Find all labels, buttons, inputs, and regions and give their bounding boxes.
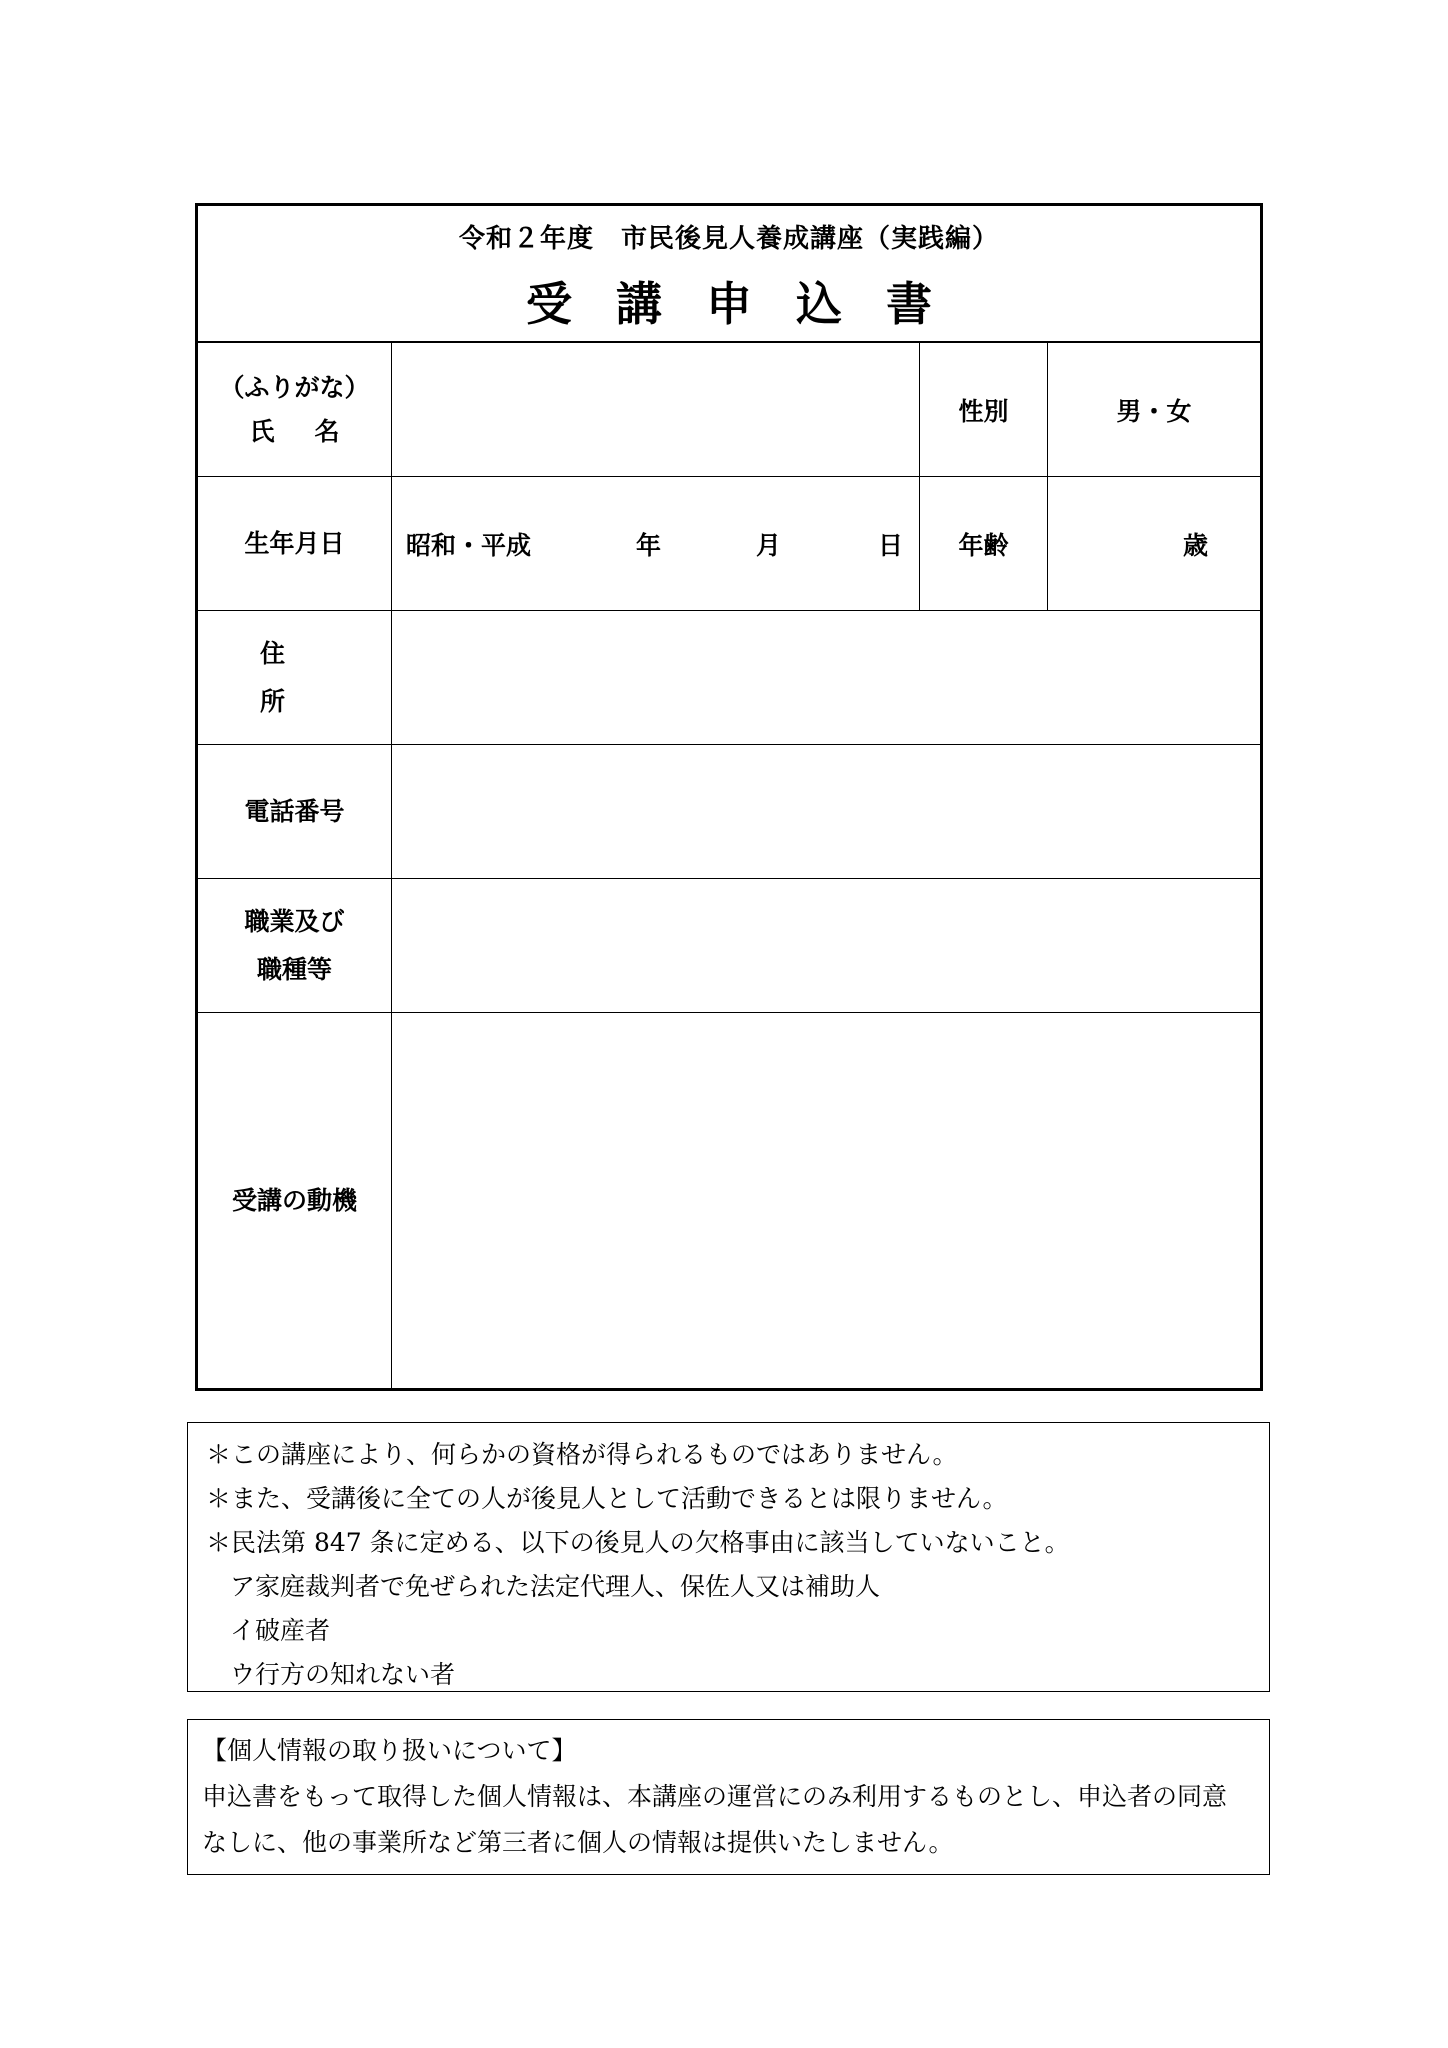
- form-title: 受講申込書: [526, 277, 976, 331]
- privacy-body: 申込書をもって取得した個人情報は、本講座の運営にのみ利用するものとし、申込者の同意なしに、他の事業所など第三者に個人の情報は提供いたしません。: [202, 1782, 1228, 1857]
- form-header: [198, 206, 1260, 343]
- phone-row: [198, 745, 1260, 879]
- name-label: 氏名: [249, 416, 380, 446]
- motivation-field[interactable]: [392, 1013, 1260, 1388]
- name-field[interactable]: [392, 343, 920, 476]
- privacy-heading: 【個人情報の取り扱いについて】: [202, 1736, 577, 1765]
- form-subtitle: 令和２年度 市民後見人養成講座（実践編）: [458, 224, 999, 254]
- gender-label: 性別: [958, 396, 1009, 426]
- day-unit: 日: [878, 530, 904, 560]
- age-unit: 歳: [1182, 530, 1208, 560]
- note-subitem: ウ行方の知れない者: [230, 1660, 456, 1689]
- year-unit: 年: [636, 530, 662, 560]
- motivation-label-cell: [198, 1013, 392, 1388]
- address-field[interactable]: [392, 611, 1260, 744]
- era-options: 昭和・平成: [406, 530, 532, 560]
- motivation-label: 受講の動機: [231, 1185, 357, 1215]
- name-row: [198, 343, 1260, 477]
- note-subitem: ア家庭裁判者で免ぜられた法定代理人、保佐人又は補助人: [230, 1572, 881, 1601]
- gender-label-cell: [920, 343, 1048, 476]
- name-label-cell: [198, 343, 392, 476]
- birthdate-row: [198, 477, 1260, 611]
- birthdate-label: 生年月日: [244, 528, 345, 558]
- occupation-label-line2: 職種等: [256, 954, 332, 984]
- gender-options: 男・女: [1116, 396, 1192, 426]
- occupation-field[interactable]: [392, 879, 1260, 1012]
- occupation-row: [198, 879, 1260, 1013]
- notes-box: [187, 1422, 1270, 1692]
- occupation-label-cell: [198, 879, 392, 1012]
- privacy-box: [187, 1719, 1270, 1875]
- phone-label: 電話番号: [244, 796, 345, 826]
- birthdate-field[interactable]: [392, 477, 920, 610]
- gender-field[interactable]: [1048, 343, 1260, 476]
- address-row: [198, 611, 1260, 745]
- address-label-cell: [198, 611, 392, 744]
- application-form: [195, 203, 1263, 1391]
- address-label: 住所: [260, 638, 348, 716]
- occupation-label-line1: 職業及び: [244, 906, 345, 936]
- furigana-label: （ふりがな）: [219, 372, 370, 402]
- motivation-row: [198, 1013, 1260, 1388]
- note-item: ＊この講座により、何らかの資格が得られるものではありません。: [206, 1440, 958, 1469]
- phone-field[interactable]: [392, 745, 1260, 878]
- phone-label-cell: [198, 745, 392, 878]
- age-label-cell: [920, 477, 1048, 610]
- note-subitem: イ破産者: [230, 1616, 331, 1645]
- note-item: ＊民法第 847 条に定める、以下の後見人の欠格事由に該当していないこと。: [206, 1528, 1070, 1557]
- month-unit: 月: [756, 530, 782, 560]
- age-label: 年齢: [958, 530, 1009, 560]
- note-item: ＊また、受講後に全ての人が後見人として活動できるとは限りません。: [206, 1484, 1008, 1513]
- age-field[interactable]: [1048, 477, 1260, 610]
- birthdate-label-cell: [198, 477, 392, 610]
